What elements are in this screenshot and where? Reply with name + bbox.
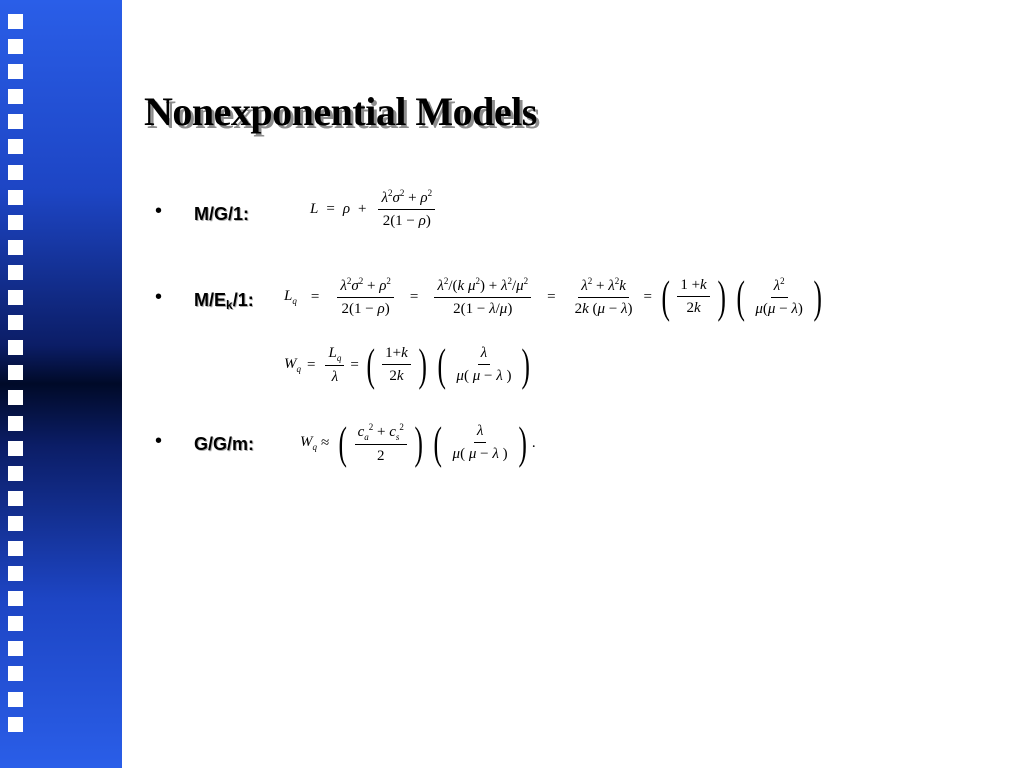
decorative-square (8, 265, 23, 280)
decorative-square (8, 89, 23, 104)
decorative-square (8, 215, 23, 230)
decorative-square (8, 692, 23, 707)
decorative-square (8, 165, 23, 180)
decorative-square (8, 566, 23, 581)
decorative-square (8, 315, 23, 330)
bullet-marker: • (155, 430, 163, 452)
decorative-square (8, 516, 23, 531)
decorative-square (8, 240, 23, 255)
decorative-square (8, 64, 23, 79)
bullet-label-mg1: M/G/1: (194, 204, 250, 224)
slide-title: Nonexponential Models (144, 89, 537, 134)
bullet-marker: • (155, 200, 163, 222)
bullet-marker: • (155, 286, 163, 308)
decorative-square (8, 491, 23, 506)
decorative-square (8, 441, 23, 456)
decorative-square (8, 365, 23, 380)
decorative-square-column (8, 14, 26, 742)
decorative-square (8, 541, 23, 556)
decorative-square (8, 616, 23, 631)
equation-mek1-lq: $L_q$ = $\frac{\lambda^2\sigma^2 + \rho^2}{2(1 - \rho)}$ = $\frac{\lambda^2/(k \mu^2) + \lambda^2/\mu^2}{2(1 - \lambda/\mu)}$ = $\frac{\lambda^2 + \lambda^2k}{2k (\mu - \lambda)}$ = ( $\frac{1 +k}{2k}$ ) ( $\frac{\lambda^2}{\mu(\mu - \lambda)}$ ) (284, 271, 822, 322)
decorative-square (8, 416, 23, 431)
decorative-square (8, 666, 23, 681)
decorative-square (8, 114, 23, 129)
bullet-label-ggm: G/G/m: (194, 434, 255, 454)
equation-mg1: L = ρ + $\frac{\lambda^2\sigma^2 + \rho^2}{2(1 - \rho)}$ (310, 188, 439, 230)
bullet-label-mek1: $M/E_k/1$: (194, 290, 254, 312)
decorative-square (8, 340, 23, 355)
decorative-square (8, 641, 23, 656)
decorative-square (8, 190, 23, 205)
decorative-square (8, 290, 23, 305)
decorative-square (8, 139, 23, 154)
equation-ggm-wq: $W_q$ ≈ ( $\frac{c_a^2 + c_s^2}{2}$ ) ( $\frac{\lambda}{\mu( \mu - \lambda )}$ ) . (300, 417, 536, 468)
equation-mek1-wq: $W_q$ = $\frac{L_q}{\lambda}$ = ( $\frac{1+k}{2k}$ ) ( $\frac{\lambda}{\mu( \mu - \lambda )}$ ) (284, 339, 531, 390)
decorative-square (8, 591, 23, 606)
decorative-square (8, 39, 23, 54)
decorative-square (8, 466, 23, 481)
decorative-side-band (0, 0, 122, 768)
decorative-square (8, 14, 23, 29)
decorative-square (8, 390, 23, 405)
decorative-square (8, 717, 23, 732)
